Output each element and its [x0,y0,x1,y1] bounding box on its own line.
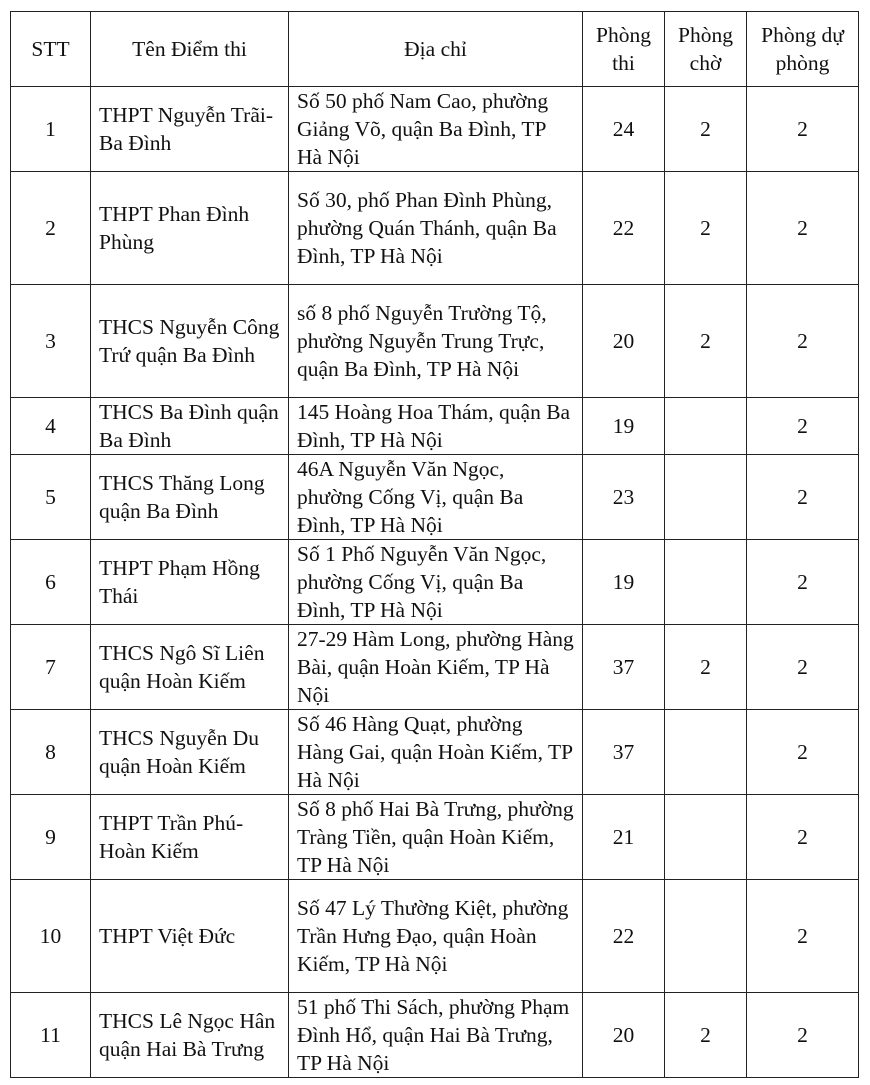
cell-exam-rooms: 37 [583,710,665,795]
cell-backup-rooms: 2 [747,398,859,455]
cell-exam-rooms: 20 [583,285,665,398]
table-row [11,993,859,1078]
cell-stt: 9 [11,795,91,880]
cell-exam-site-name: THCS Nguyễn Công Trứ quận Ba Đình [91,285,289,398]
table-row [11,540,859,625]
cell-stt: 2 [11,172,91,285]
cell-waiting-rooms [665,540,747,625]
cell-waiting-rooms: 2 [665,993,747,1078]
cell-address: Số 50 phố Nam Cao, phường Giảng Võ, quận Ba Đình, TP Hà Nội [289,87,583,172]
cell-exam-site-name: THCS Ba Đình quận Ba Đình [91,398,289,455]
exam-sites-table [10,11,859,1078]
cell-exam-site-name: THCS Lê Ngọc Hân quận Hai Bà Trưng [91,993,289,1078]
cell-stt: 8 [11,710,91,795]
cell-exam-site-name: THPT Nguyễn Trãi-Ba Đình [91,87,289,172]
cell-address: 51 phố Thi Sách, phường Phạm Đình Hổ, quận Hai Bà Trưng, TP Hà Nội [289,993,583,1078]
cell-exam-rooms: 24 [583,87,665,172]
cell-exam-site-name: THPT Trần Phú-Hoàn Kiếm [91,795,289,880]
cell-stt: 1 [11,87,91,172]
header-waiting-rooms: Phòng chờ [665,12,747,87]
cell-address: Số 46 Hàng Quạt, phường Hàng Gai, quận Hoàn Kiếm, TP Hà Nội [289,710,583,795]
cell-stt: 7 [11,625,91,710]
cell-stt: 11 [11,993,91,1078]
header-exam-rooms: Phòng thi [583,12,665,87]
cell-waiting-rooms: 2 [665,172,747,285]
cell-stt: 6 [11,540,91,625]
cell-backup-rooms: 2 [747,710,859,795]
table-row [11,172,859,285]
cell-waiting-rooms: 2 [665,285,747,398]
cell-address: 46A Nguyễn Văn Ngọc, phường Cống Vị, quận Ba Đình, TP Hà Nội [289,455,583,540]
cell-exam-rooms: 22 [583,880,665,993]
cell-waiting-rooms [665,880,747,993]
table-row [11,625,859,710]
cell-backup-rooms: 2 [747,795,859,880]
header-backup-rooms: Phòng dự phòng [747,12,859,87]
cell-backup-rooms: 2 [747,625,859,710]
cell-waiting-rooms [665,795,747,880]
header-exam-site-name: Tên Điểm thi [91,12,289,87]
cell-waiting-rooms [665,398,747,455]
table-row [11,285,859,398]
cell-stt: 5 [11,455,91,540]
cell-address: Số 8 phố Hai Bà Trưng, phường Tràng Tiền, quận Hoàn Kiếm, TP Hà Nội [289,795,583,880]
cell-exam-rooms: 37 [583,625,665,710]
table-row [11,880,859,993]
table-row [11,87,859,172]
cell-exam-rooms: 21 [583,795,665,880]
cell-backup-rooms: 2 [747,880,859,993]
cell-address: 145 Hoàng Hoa Thám, quận Ba Đình, TP Hà Nội [289,398,583,455]
cell-address: số 8 phố Nguyễn Trường Tộ, phường Nguyễn Trung Trực, quận Ba Đình, TP Hà Nội [289,285,583,398]
cell-backup-rooms: 2 [747,172,859,285]
cell-exam-rooms: 22 [583,172,665,285]
cell-exam-site-name: THCS Thăng Long quận Ba Đình [91,455,289,540]
header-address: Địa chỉ [289,12,583,87]
table-row [11,795,859,880]
cell-address: Số 30, phố Phan Đình Phùng, phường Quán Thánh, quận Ba Đình, TP Hà Nội [289,172,583,285]
cell-exam-rooms: 20 [583,993,665,1078]
cell-backup-rooms: 2 [747,540,859,625]
cell-address: 27-29 Hàm Long, phường Hàng Bài, quận Hoàn Kiếm, TP Hà Nội [289,625,583,710]
table-row [11,455,859,540]
cell-exam-rooms: 19 [583,540,665,625]
exam-sites-document [10,11,859,1078]
cell-exam-site-name: THCS Ngô Sĩ Liên quận Hoàn Kiếm [91,625,289,710]
cell-exam-site-name: THCS Nguyễn Du quận Hoàn Kiếm [91,710,289,795]
cell-backup-rooms: 2 [747,455,859,540]
cell-exam-site-name: THPT Phạm Hồng Thái [91,540,289,625]
table-row [11,710,859,795]
cell-address: Số 47 Lý Thường Kiệt, phường Trần Hưng Đạo, quận Hoàn Kiếm, TP Hà Nội [289,880,583,993]
cell-backup-rooms: 2 [747,993,859,1078]
cell-exam-rooms: 23 [583,455,665,540]
table-header-row [11,12,859,87]
cell-exam-site-name: THPT Việt Đức [91,880,289,993]
cell-waiting-rooms [665,710,747,795]
table-row [11,398,859,455]
cell-waiting-rooms: 2 [665,625,747,710]
cell-backup-rooms: 2 [747,87,859,172]
cell-exam-site-name: THPT Phan Đình Phùng [91,172,289,285]
cell-stt: 3 [11,285,91,398]
header-stt: STT [11,12,91,87]
cell-exam-rooms: 19 [583,398,665,455]
cell-waiting-rooms: 2 [665,87,747,172]
cell-stt: 4 [11,398,91,455]
cell-stt: 10 [11,880,91,993]
cell-backup-rooms: 2 [747,285,859,398]
cell-address: Số 1 Phố Nguyễn Văn Ngọc, phường Cống Vị, quận Ba Đình, TP Hà Nội [289,540,583,625]
cell-waiting-rooms [665,455,747,540]
